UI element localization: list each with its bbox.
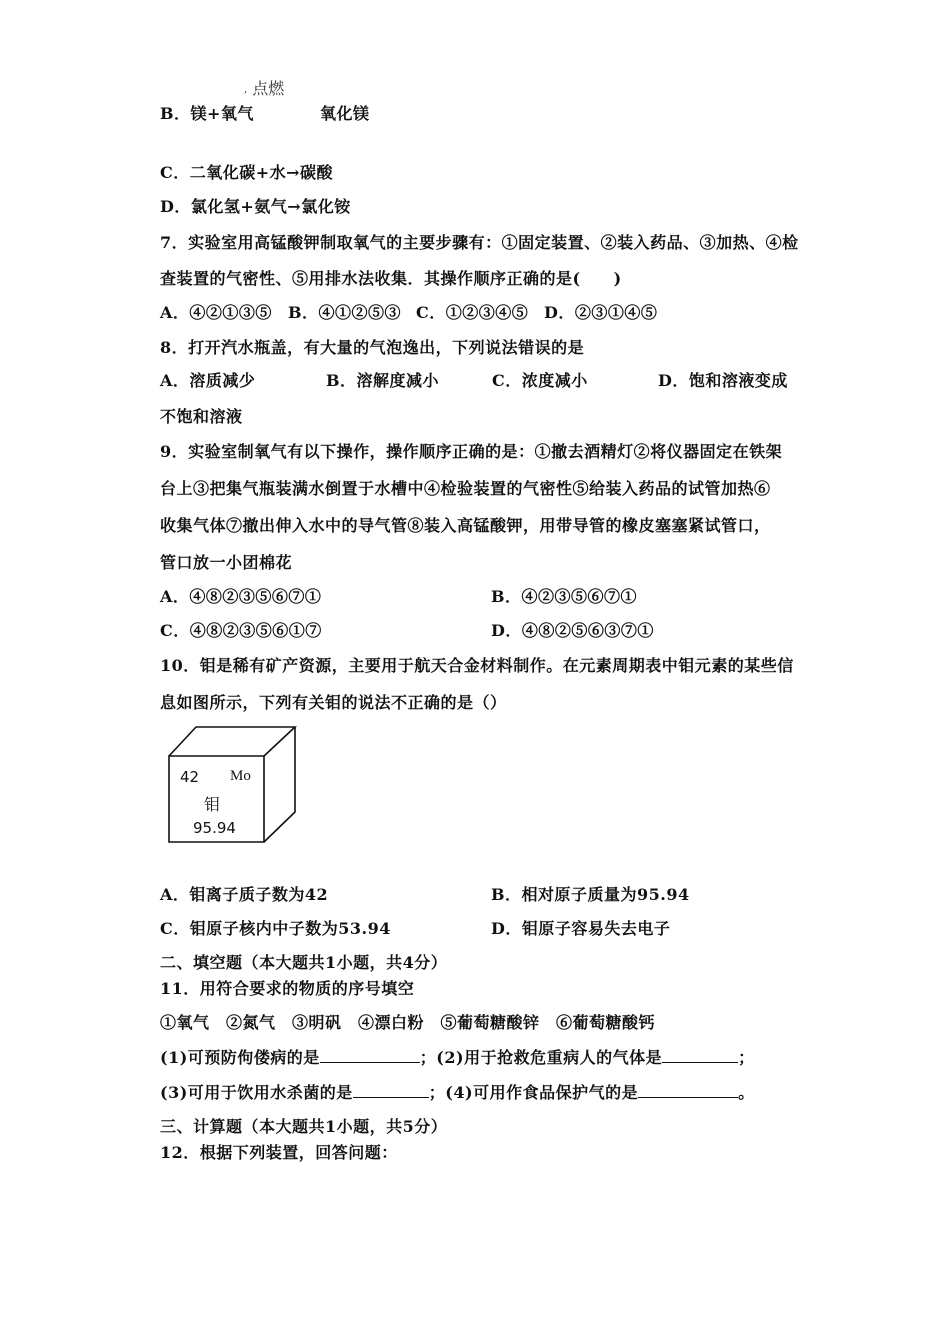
q9-option-a: A．④⑧②③⑤⑥⑦①	[160, 587, 322, 606]
q10-option-d: D．钼原子容易失去电子	[491, 919, 671, 938]
q7-stem-line1: 7．实验室用高锰酸钾制取氧气的主要步骤有：①固定装置、②装入药品、③加热、④检	[160, 233, 799, 252]
q7-stem-line2: 查装置的气密性、⑤用排水法收集．其操作顺序正确的是( )	[160, 269, 622, 288]
q6-option-b: B．镁+氧气 氧化镁	[160, 104, 370, 123]
q11-blanks-row2: (3)可用于饮用水杀菌的是 ；(4)可用作食品保护气的是 。	[160, 1083, 755, 1102]
q11-stem: 11．用符合要求的物质的序号填空	[160, 979, 415, 998]
q7-option-c: C．①②③④⑤	[416, 303, 529, 322]
q9-option-c: C．④⑧②③⑤⑥①⑦	[160, 621, 322, 640]
q10-option-c: C．钼原子核内中子数为53.94	[160, 919, 391, 938]
answer-blank-2[interactable]	[662, 1048, 738, 1063]
q10-stem-line1: 10．钼是稀有矿产资源，主要用于航天合金材料制作。在元素周期表中钼元素的某些信	[160, 656, 794, 675]
q9-stem-line2: 台上③把集气瓶装满水倒置于水槽中④检验装置的气密性⑤给装入药品的试管加热⑥	[160, 479, 771, 498]
element-atomic-number: 42	[180, 768, 200, 786]
q10-option-b: B．相对原子质量为95.94	[491, 885, 690, 904]
q11-blanks-row1: (1)可预防佝偻病的是 ；(2)用于抢救危重病人的气体是 ；	[160, 1048, 755, 1067]
answer-blank-4[interactable]	[638, 1083, 738, 1098]
q8-option-b: B．溶解度减小	[326, 371, 440, 390]
element-symbol: Mo	[230, 768, 251, 784]
q7-option-a: A．④②①③⑤	[160, 303, 272, 322]
q6-option-c: C．二氧化碳+水→碳酸	[160, 163, 334, 182]
q9-option-d: D．④⑧②⑤⑥③⑦①	[491, 621, 654, 640]
q9-stem-line4: 管口放一小团棉花	[160, 553, 293, 572]
q8-option-d-cont: 不饱和溶液	[160, 407, 243, 426]
element-atomic-mass: 95.94	[193, 819, 236, 837]
element-name: 钼	[204, 795, 221, 814]
q8-option-a: A．溶质减少	[160, 371, 256, 390]
q12-stem: 12．根据下列装置，回答问题：	[160, 1143, 398, 1162]
answer-blank-1[interactable]	[320, 1048, 420, 1063]
q8-option-c: C．浓度减小	[492, 371, 588, 390]
q10-option-a: A．钼离子质子数为42	[160, 885, 329, 904]
q8-option-d: D．饱和溶液变成	[658, 371, 788, 390]
q7-option-d: D．②③①④⑤	[544, 303, 658, 322]
q8-options	[160, 368, 788, 391]
section2-heading: 二、填空题（本大题共1小题，共4分）	[160, 953, 448, 972]
q7-option-b: B．④①②⑤③	[288, 303, 402, 322]
q10-stem-line2: 息如图所示，下列有关钼的说法不正确的是（）	[160, 693, 507, 712]
reaction-condition: , 点燃	[244, 79, 285, 98]
section3-heading: 三、计算题（本大题共1小题，共5分）	[160, 1117, 448, 1136]
q11-substances: ①氧气 ②氮气 ③明矾 ④漂白粉 ⑤葡萄糖酸锌 ⑥葡萄糖酸钙	[160, 1013, 656, 1032]
answer-blank-3[interactable]	[353, 1083, 429, 1098]
q7-options	[160, 300, 657, 323]
q8-stem: 8．打开汽水瓶盖，有大量的气泡逸出，下列说法错误的是	[160, 338, 585, 357]
q9-option-b: B．④②③⑤⑥⑦①	[491, 587, 638, 606]
q6-option-d: D．氯化氢+氨气→氯化铵	[160, 197, 351, 216]
q9-stem-line3: 收集气体⑦撤出伸入水中的导气管⑧装入高锰酸钾，用带导管的橡皮塞塞紧试管口，	[160, 516, 771, 535]
q9-stem-line1: 9．实验室制氧气有以下操作，操作顺序正确的是：①撤去酒精灯②将仪器固定在铁架	[160, 442, 783, 461]
